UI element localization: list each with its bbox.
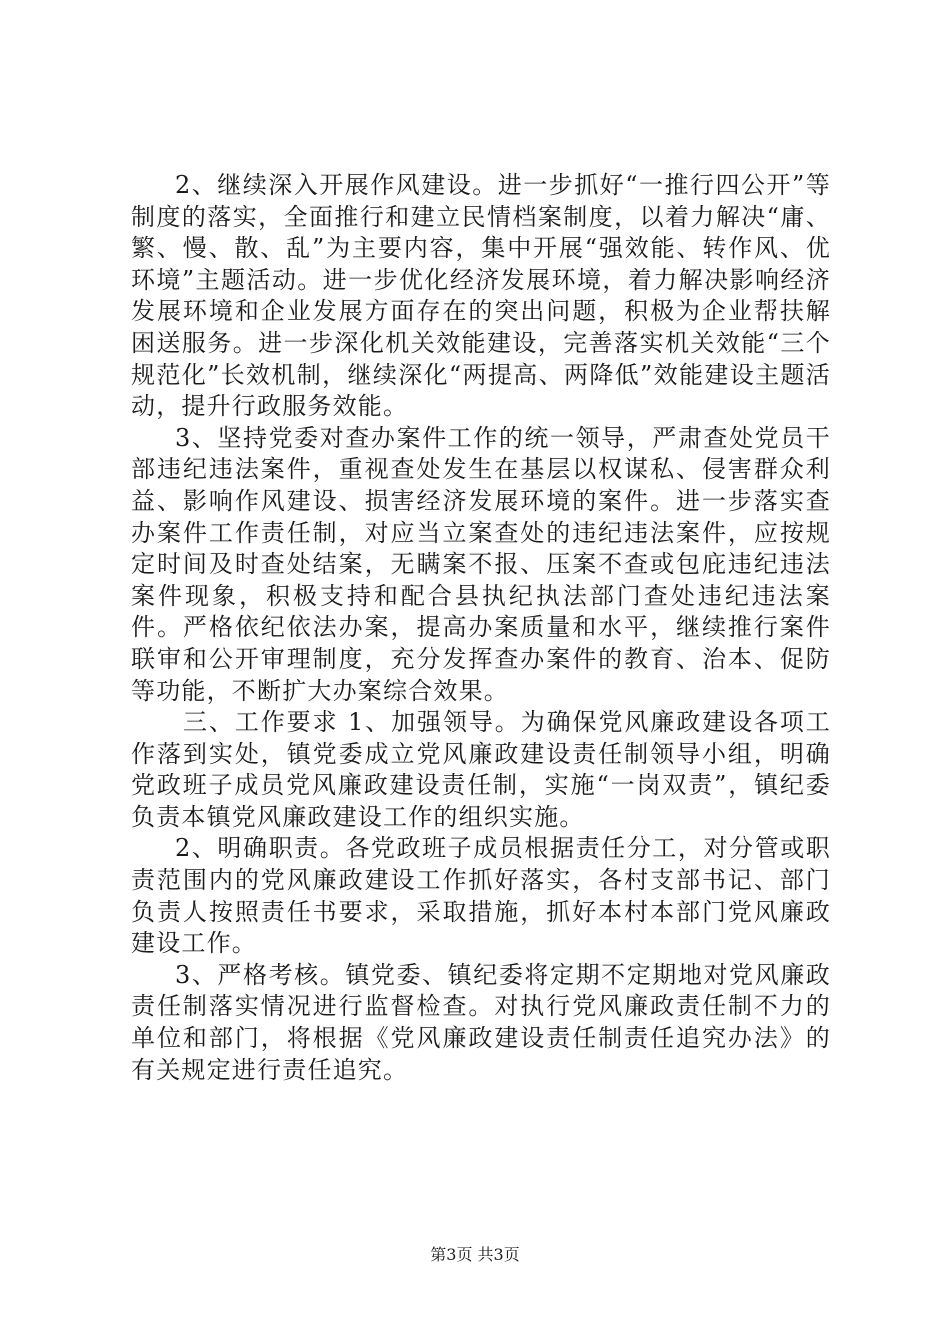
paragraph-clarify-duties: 2、明确职责。各党政班子成员根据责任分工，对分管或职责范围内的党风廉政建设工作抓好落实，各村支部书记、部门负责人按照责任书要求，采取措施，抓好本村本部门党风廉政建设工作。 [131,834,831,958]
paragraph-work-style: 2、继续深入开展作风建设。进一步抓好“一推行四公开”等制度的落实，全面推行和建立民情档案制度，以着力解决“庸、繁、慢、散、乱”为主要内容，集中开展“强效能、转作风、优环境”主题活动。进一步优化经济发展环境，着力解决影响经济发展环境和企业发展方面存在的突出问题，积极为企业帮扶解困送服务。进一步深化机关效能建设，完善落实机关效能“三个规范化”长效机制，继续深化“两提高、两降低”效能建设主题活动，提升行政服务效能。 [131,171,831,421]
paragraph-strict-assessment: 3、严格考核。镇党委、镇纪委将定期不定期地对党风廉政责任制落实情况进行监督检查。对执行党风廉政责任制不力的单位和部门，将根据《党风廉政建设责任制责任追究办法》的有关规定进行责任追究。 [131,960,831,1084]
paragraph-case-handling: 3、坚持党委对查办案件工作的统一领导，严肃查处党员干部违纪违法案件，重视查处发生在基层以权谋私、侵害群众利益、影响作风建设、损害经济发展环境的案件。进一步落实查办案件工作责任制，对应当立案查处的违纪违法案件，应按规定时间及时查处结案，无瞒案不报、压案不查或包庇违纪违法案件现象，积极支持和配合县执纪执法部门查处违纪违法案件。严格依纪依法办案，提高办案质量和水平，继续推行案件联审和公开审理制度，充分发挥查办案件的教育、治本、促防等功能，不断扩大办案综合效果。 [131,423,831,705]
document-body [131,170,831,1086]
page-number-footer: 第3页 共3页 [430,1245,520,1264]
paragraph-work-requirements: 三、工作要求 1、加强领导。为确保党风廉政建设各项工作落到实处，镇党委成立党风廉政建设责任制领导小组，明确党政班子成员党风廉政建设责任制，实施“一岗双责”，镇纪委负责本镇党风廉政建设工作的组织实施。 [131,708,831,831]
